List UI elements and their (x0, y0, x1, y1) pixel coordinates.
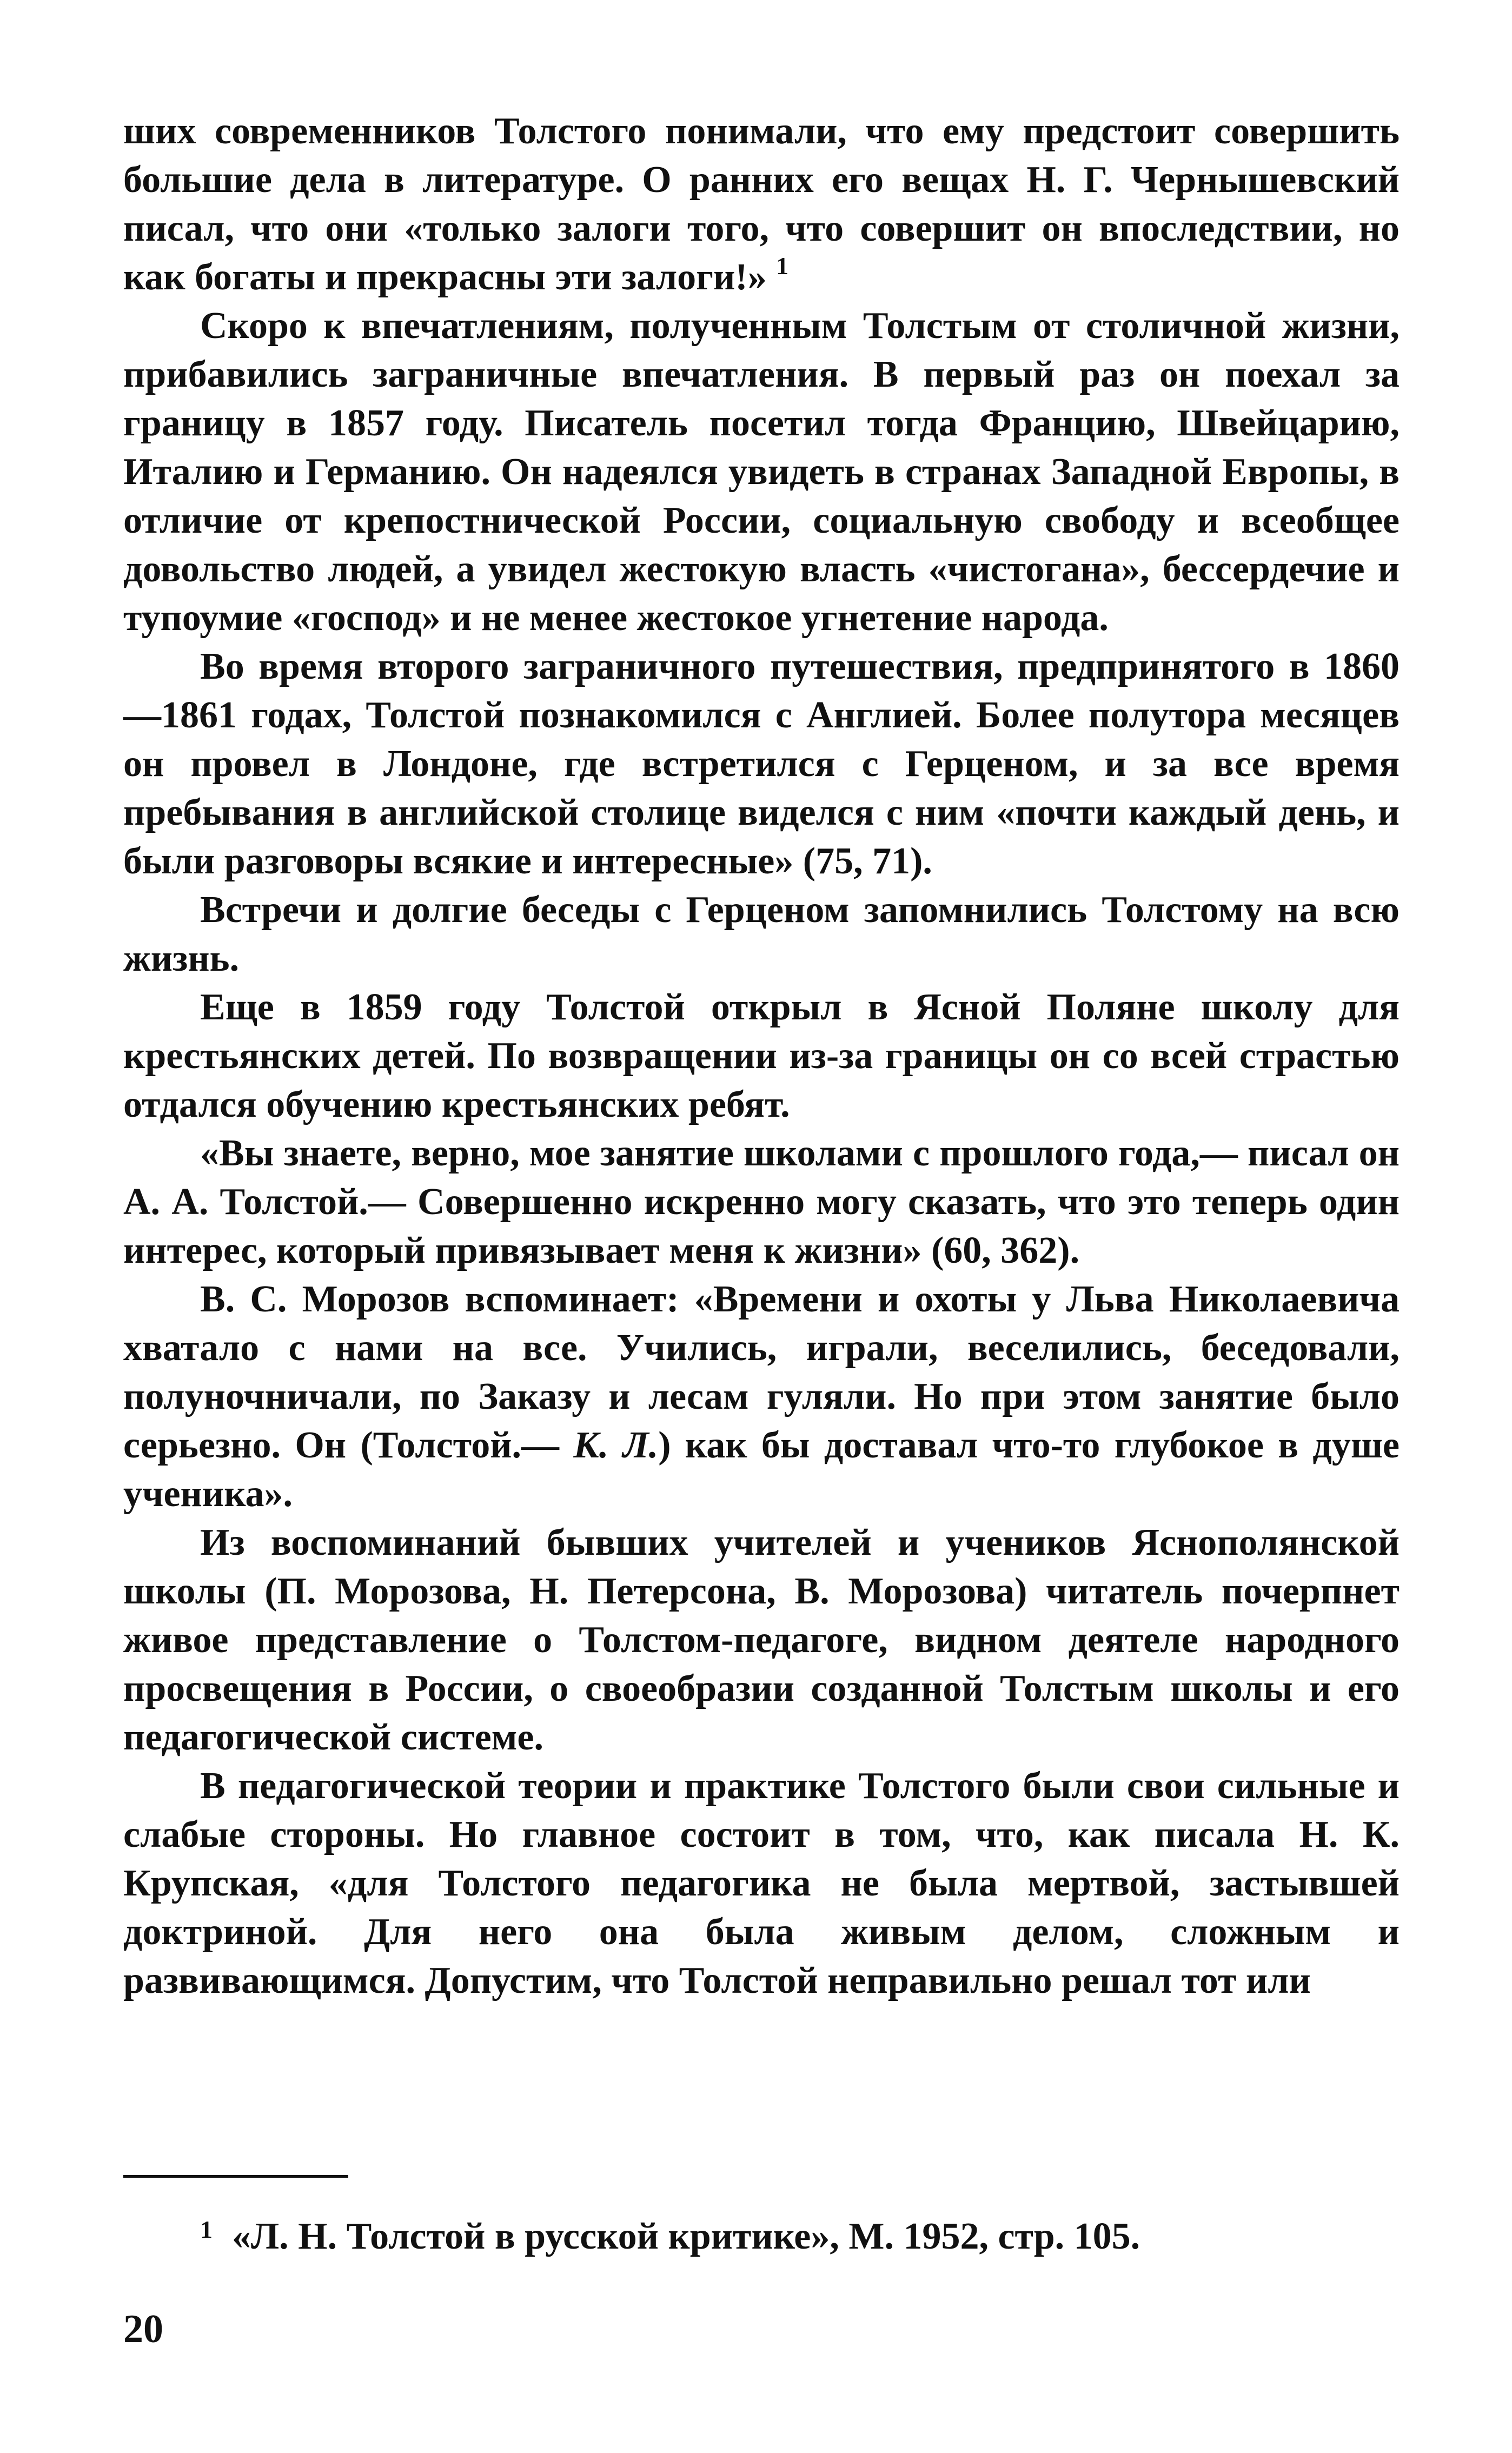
paragraph-5 (123, 983, 1400, 1129)
paragraph-6 (123, 1129, 1400, 1275)
paragraph-8-text: Из воспоминаний бывших учителей и учеников Яснополянской школы (П. Морозова, Н. Петерсона, В. Морозова) читатель почерпнет живое представление о Толстом-педагоге, видном деятеле народного просвещения в России, о своеобразии созданной Толстым школы и его педагогической системе. (123, 1522, 1400, 1758)
footnote-text: «Л. Н. Толстой в русской критике», М. 1952, стр. 105. (232, 2216, 1140, 2257)
paragraph-9 (123, 1762, 1400, 2005)
paragraph-3-text: Во время второго заграничного путешествия, предпринятого в 1860—1861 годах, Толстой познакомился с Англией. Более полутора месяцев он провел в Лондоне, где встретился с Герценом, и за все время пребывания в английской столице виделся с ним «почти каждый день, и были разговоры всякие и интересные» (75, 71). (123, 646, 1400, 882)
paragraph-8 (123, 1519, 1400, 1762)
paragraph-6-text: «Вы знаете, верно, мое занятие школами с прошлого года,— писал он А. А. Толстой.— Совершенно искренно могу сказать, что это теперь один интерес, который привязывает меня к жизни» (60, 362). (123, 1132, 1400, 1271)
paragraph-4-text: Встречи и долгие беседы с Герценом запомнились Толстому на всю жизнь. (123, 889, 1400, 979)
paragraph-2-text: Скоро к впечатлениям, полученным Толстым от столичной жизни, прибавились заграничные впечатления. В первый раз он поехал за границу в 1857 году. Писатель посетил тогда Францию, Швейцарию, Италию и Германию. Он надеялся увидеть в странах Западной Европы, в отличие от крепостнической России, социальную свободу и всеобщее довольство людей, а увидел жестокую власть «чистогана», бессердечие и тупоумие «господ» и не менее жестокое угнетение народа. (123, 305, 1400, 639)
footnote (200, 2205, 1390, 2261)
paragraph-2 (123, 302, 1400, 642)
page-number: 20 (123, 2307, 163, 2351)
body-text (123, 107, 1400, 2005)
paragraph-1 (123, 107, 1400, 302)
paragraph-4 (123, 886, 1400, 983)
footnote-divider (123, 2175, 348, 2178)
paragraph-7-italic-initials: К. Л. (573, 1424, 659, 1466)
paragraph-7-text-after: ) как бы доставал что-то глубокое в душе ученика». (123, 1424, 1400, 1515)
footnote-mark: 1 (200, 2216, 213, 2243)
paragraph-5-text: Еще в 1859 году Толстой открыл в Ясной Поляне школу для крестьянских детей. По возвращении из-за границы он со всей страстью отдался обучению крестьянских ребят. (123, 986, 1400, 1125)
paragraph-7 (123, 1275, 1400, 1519)
paragraph-3 (123, 642, 1400, 886)
paragraph-1-text: ших современников Толстого понимали, что ему предстоит совершить большие дела в литературе. О ранних его вещах Н. Г. Чернышевский писал, что они «только залоги того, что совершит он впоследствии, но как богаты и прекрасны эти залоги!» (123, 110, 1400, 298)
paragraph-9-text: В педагогической теории и практике Толстого были свои сильные и слабые стороны. Но главное состоит в том, что, как писала Н. К. Крупская, «для Толстого педагогика не была мертвой, застывшей доктриной. Для него она была живым делом, сложным и развивающимся. Допустим, что Толстой неправильно решал тот или (123, 1765, 1400, 2001)
footnote-reference: 1 (776, 252, 789, 280)
paragraph-7-text-before: В. С. Морозов вспоминает: «Времени и охоты у Льва Николаевича хватало с нами на все. Учились, играли, веселились, беседовали, полуночничали, по Заказу и лесам гуляли. Но при этом занятие было серьезно. Он (Толстой.— (123, 1278, 1400, 1466)
